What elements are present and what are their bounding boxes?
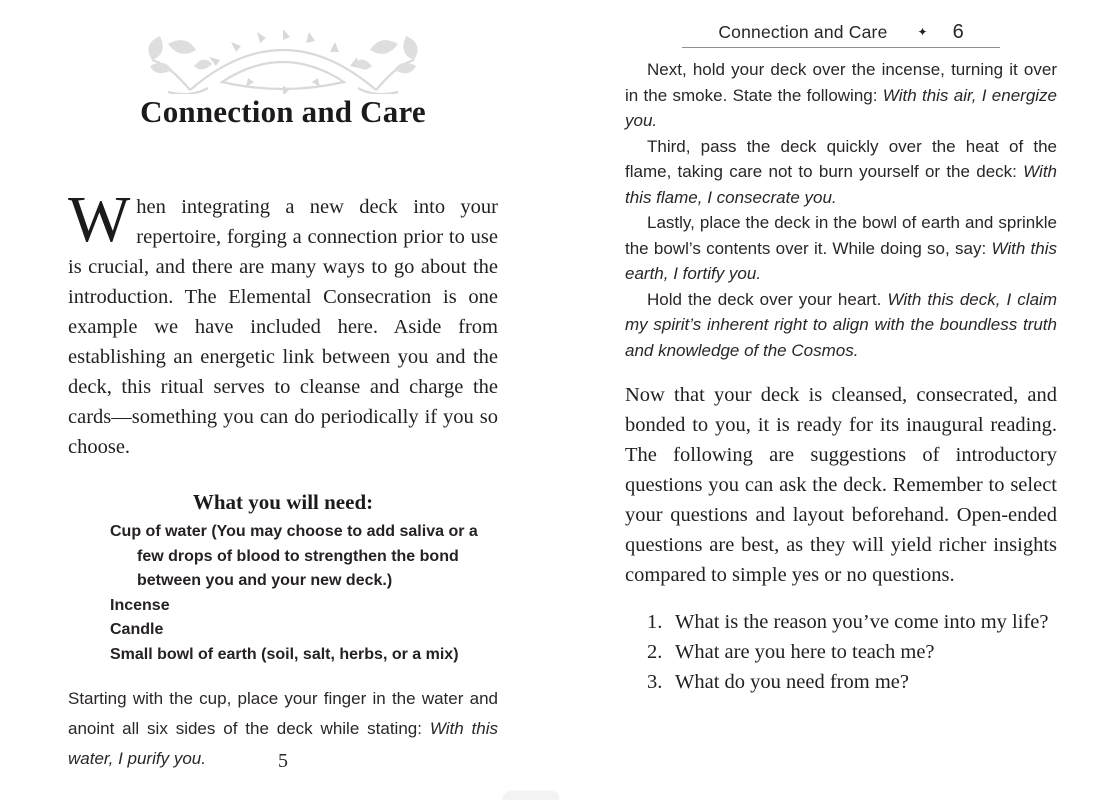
page-left <box>68 0 498 800</box>
page-number-right: 6 <box>952 21 964 43</box>
header-rule <box>682 47 1000 48</box>
supply-item: Candle <box>110 621 164 638</box>
question-item <box>625 607 1057 637</box>
page-number-left: 5 <box>278 750 288 772</box>
running-header-title: Connection and Care <box>718 22 888 42</box>
chapter-intro-paragraph <box>68 183 498 462</box>
question-number: 3. <box>647 671 663 693</box>
water-step-paragraph: Starting with the cup, place your finger in the water and anoint all six sides of the deck while stating: With this water, I purify you. <box>68 689 498 768</box>
question-item <box>625 667 1057 697</box>
ritual-step-paragraph: Lastly, place the deck in the bowl of earth and sprinkle the bowl’s contents over it. While doing so, say: With this earth, I fortify you. <box>625 213 1058 283</box>
question-number: 1. <box>647 611 663 633</box>
question-text: What are you here to teach me? <box>675 641 935 663</box>
supply-item: Small bowl of earth (soil, salt, herbs, or a mix) <box>110 645 459 663</box>
thorny-vine-ornament-icon <box>138 26 428 94</box>
question-list <box>625 607 1057 697</box>
closing-paragraph: Now that your deck is cleansed, consecrated, and bonded to you, it is ready for its inaugural reading. The following are suggestions of introductory questions you can ask the deck. Remember to select your questions and layout beforehand. Open-ended questions are best, as they will yield richer insights compared to simple yes or no questions. <box>625 384 1057 586</box>
intro-text: hen integrating a new deck into your repertoire, forging a connection prior to use is crucial, and there are many ways to go about the introduction. The Elemental Consecration is one example we have included here. Aside from establishing an energetic link between you and the deck, this ritual serves to cleanse and charge the cards—something you can do periodically if you so choose. <box>68 196 498 458</box>
question-text: What is the reason you’ve come into my life? <box>675 611 1049 633</box>
ritual-step-paragraph: Next, hold your deck over the incense, turning it over in the smoke. State the following: With this air, I energize you. <box>625 60 1058 130</box>
ritual-step-paragraph: Third, pass the deck quickly over the heat of the flame, taking care not to burn yourself or the deck: With this flame, I consecrate you. <box>625 136 1057 207</box>
page-right <box>625 0 1057 800</box>
chapter-title: Connection and Care <box>140 94 426 129</box>
drop-cap: W <box>68 183 131 256</box>
question-number: 2. <box>647 641 663 663</box>
partial-bottom-control[interactable] <box>503 791 559 800</box>
question-item <box>625 637 1057 667</box>
ritual-steps <box>625 57 1057 363</box>
supply-item: Incense <box>110 596 170 614</box>
diamond-separator-icon: ✦ <box>917 25 928 39</box>
supply-item: Cup of water (You may choose to add saliva or a few drops of blood to strengthen the bond between you and your new deck.) <box>110 523 478 589</box>
supplies-list <box>68 520 498 667</box>
question-text: What do you need from me? <box>675 671 909 693</box>
supplies-heading: What you will need: <box>192 490 374 514</box>
running-header <box>625 0 1057 48</box>
ritual-step-paragraph: Hold the deck over your heart. With this deck, I claim my spirit’s inherent right to align with the boundless truth and knowledge of the Cosmos. <box>625 289 1057 360</box>
